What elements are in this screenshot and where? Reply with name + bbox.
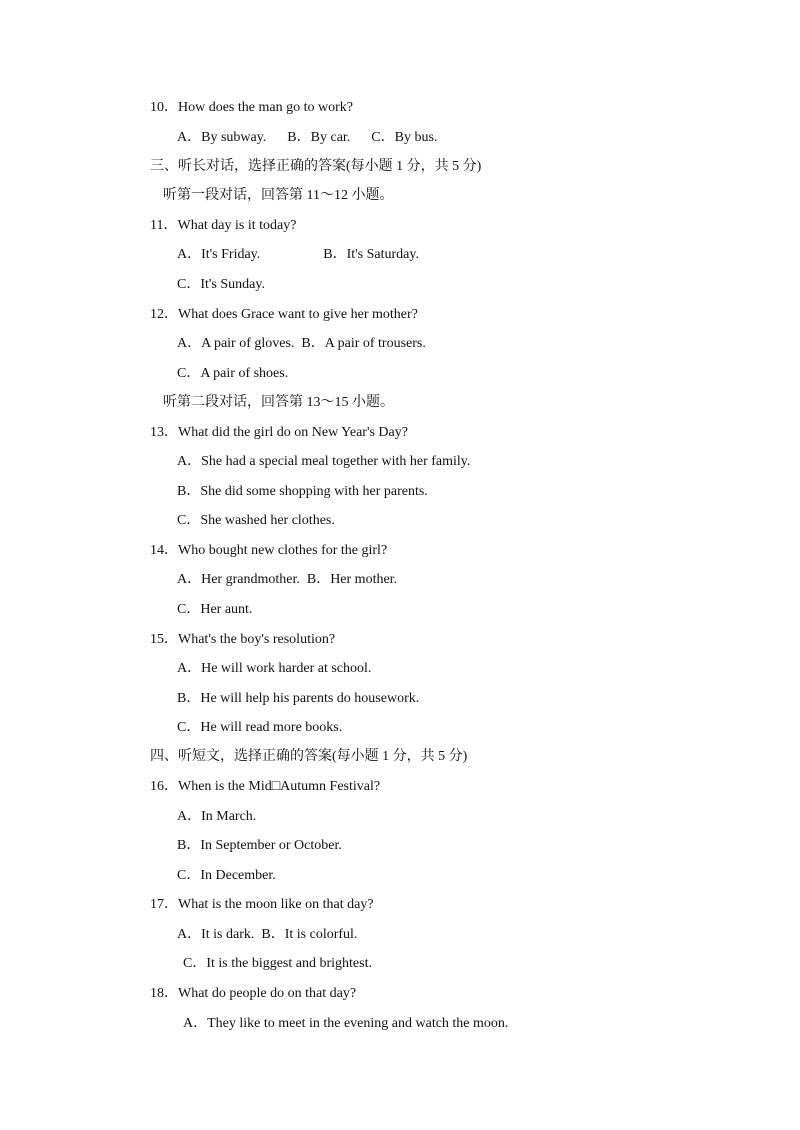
- question-14: 14．Who bought new clothes for the girl?: [150, 543, 388, 558]
- question-10: 10．How does the man go to work?: [150, 100, 353, 115]
- question-16: 16．When is the Mid□Autumn Festival?: [150, 779, 381, 794]
- option-18-a: A．They like to meet in the evening and watch the moon.: [183, 1016, 509, 1031]
- question-15: 15．What's the boy's resolution?: [150, 632, 336, 647]
- options-17-ab: A．It is dark. B．It is colorful.: [177, 927, 358, 942]
- options-12-ab: A．A pair of gloves. B．A pair of trousers.: [177, 336, 426, 351]
- section-4-heading: 四、听短文，选择正确的答案(每小题 1 分，共 5 分): [150, 749, 468, 764]
- option-11-c: C．It's Sunday.: [177, 277, 265, 292]
- option-13-b: B．She did some shopping with her parents.: [177, 484, 428, 499]
- options-11-ab: A．It's Friday. B．It's Saturday.: [177, 247, 419, 262]
- question-12: 12．What does Grace want to give her mother?: [150, 307, 418, 322]
- option-16-a: A．In March.: [177, 809, 257, 824]
- option-13-a: A．She had a special meal together with her family.: [177, 454, 471, 469]
- question-13: 13．What did the girl do on New Year's Day?: [150, 425, 408, 440]
- dialogue-1-instruction: 听第一段对话，回答第 11～12 小题。: [163, 188, 394, 203]
- question-17: 17．What is the moon like on that day?: [150, 897, 374, 912]
- options-14-ab: A．Her grandmother. B．Her mother.: [177, 572, 398, 587]
- option-13-c: C．She washed her clothes.: [177, 513, 335, 528]
- section-3-heading: 三、听长对话，选择正确的答案(每小题 1 分，共 5 分): [150, 159, 482, 174]
- option-14-c: C．Her aunt.: [177, 602, 253, 617]
- option-15-b: B．He will help his parents do housework.: [177, 691, 420, 706]
- option-17-c: C．It is the biggest and brightest.: [183, 956, 372, 971]
- dialogue-2-instruction: 听第二段对话，回答第 13～15 小题。: [163, 395, 394, 410]
- question-18: 18．What do people do on that day?: [150, 986, 357, 1001]
- question-11: 11．What day is it today?: [150, 218, 297, 233]
- option-16-c: C．In December.: [177, 868, 276, 883]
- option-15-a: A．He will work harder at school.: [177, 661, 372, 676]
- options-10: A．By subway. B．By car. C．By bus.: [177, 130, 438, 145]
- option-16-b: B．In September or October.: [177, 838, 342, 853]
- option-12-c: C．A pair of shoes.: [177, 366, 289, 381]
- option-15-c: C．He will read more books.: [177, 720, 343, 735]
